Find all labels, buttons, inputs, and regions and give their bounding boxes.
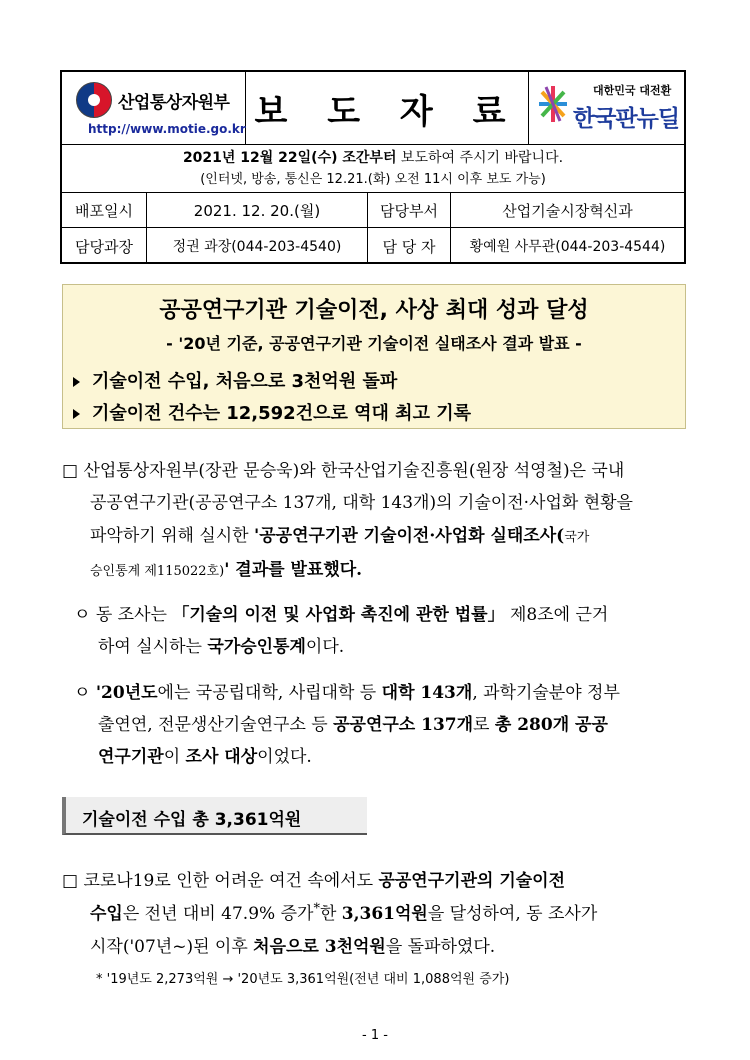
ministry-url[interactable]: http://www.motie.go.kr: [88, 122, 246, 136]
embargo-line: [62, 147, 684, 167]
dept-label: 담당부서: [380, 201, 438, 220]
dept: 산업기술시장혁신과: [502, 201, 633, 220]
page-number: - 1 -: [362, 1028, 388, 1043]
para3-line2: [98, 710, 608, 735]
ministry-logo: [62, 72, 245, 144]
text-run: 처음으로 3천억원: [253, 937, 386, 957]
section-heading-text: 기술이전 수입 총 3,361억원: [82, 810, 302, 830]
text-run: 이: [163, 747, 186, 767]
headline-bullet: [73, 367, 397, 393]
manager-contact: 정권 과장(044-203-4540): [172, 239, 342, 255]
new-deal-star-icon: [537, 84, 569, 124]
text-run: 공공연구기관의 기술이전: [378, 871, 566, 891]
release-date: 2021. 12. 20.(월): [193, 201, 321, 220]
staff-contact: 황예원 사무관(044-203-4544): [469, 239, 666, 255]
text-run: '20년도: [95, 683, 158, 703]
press-release-header: [60, 70, 686, 264]
text-run: 국가승인통계: [207, 637, 306, 657]
headline-box: [62, 284, 686, 429]
text-run: 공공연구소 137개: [333, 715, 474, 735]
para1-line4: [90, 555, 362, 580]
headline-bullet-text: 기술이전 건수는 12,592건으로 역대 최고 기록: [92, 403, 471, 424]
text-run: 국가: [564, 530, 590, 545]
text-run: □ 코로나19로 인한 어려운 여건 속에서도: [62, 871, 379, 891]
text-run: 대학 143개: [381, 683, 473, 703]
law-name: 「기술의 이전 및 사업화 촉진에 관한 법률」: [172, 605, 505, 625]
text-run: 하여 실시하는: [98, 637, 208, 657]
text-run: 을 달성하여, 동 조사가: [427, 904, 598, 924]
footnote: * '19년도 2,273억원 → '20년도 3,361억원(전년 대비 1,088억원 증가): [96, 972, 510, 987]
triangle-bullet-icon: [73, 377, 80, 387]
headline-title: 공공연구기관 기술이전, 사상 최대 성과 달성: [159, 298, 589, 323]
text-run: ' 결과를 발표했다.: [224, 560, 363, 580]
text-run: 에는 국공립대학, 사립대학 등: [157, 683, 382, 703]
staff-label: 담 당 자: [382, 237, 436, 256]
para1-line1: □ 산업통상자원부(장관 문승욱)와 한국산업기술진흥원(원장 석영철)은 국내: [62, 461, 625, 481]
ministry-name: 산업통상자원부: [118, 93, 230, 113]
text-run: ㅇ 동 조사는: [74, 605, 173, 625]
press-title: 보 도 자 료: [254, 91, 520, 132]
headline-subtitle: - '20년 기준, 공공연구기관 기술이전 실태조사 결과 발표 -: [166, 334, 582, 353]
para1-line2: 공공연구기관(공공연구소 137개, 대학 143개)의 기술이전·사업화 현황을: [90, 493, 633, 513]
text-run: , 과학기술분야 정부: [472, 683, 620, 703]
para1-line3: [90, 521, 589, 546]
manager-label: 담당과장: [75, 237, 133, 256]
para4-line3: [90, 932, 495, 957]
para2-line1: [74, 600, 608, 625]
section-heading: [62, 797, 367, 835]
divider: [62, 144, 684, 145]
text-run: 수입: [90, 904, 123, 924]
text-run: 시작('07년~)된 이후: [90, 937, 254, 957]
embargo-text: 보도하여 주시기 바랍니다.: [396, 150, 564, 166]
footnote-mark: *: [313, 901, 320, 917]
survey-name: '공공연구기관 기술이전·사업화 실태조사(: [254, 526, 565, 546]
slogan-small: 대한민국 대전환: [593, 84, 672, 97]
taegeuk-logo-icon: [76, 82, 112, 118]
text-run: 조사 대상: [185, 747, 258, 767]
text-run: 파악하기 위해 실시한: [90, 526, 255, 546]
text-run: 3,361억원: [341, 904, 428, 924]
para3-line1: [74, 678, 620, 703]
text-run: 출연연, 전문생산기술연구소 등: [98, 715, 334, 735]
text-run: 로: [473, 715, 495, 735]
para4-line2: [90, 899, 597, 924]
headline-bullet: [73, 399, 471, 425]
para4-line1: [62, 866, 565, 891]
para3-line3: [98, 742, 312, 767]
triangle-bullet-icon: [73, 409, 80, 419]
text-run: 연구기관: [98, 747, 164, 767]
press-title-cell: [246, 72, 528, 144]
release-date-label: 배포일시: [75, 201, 133, 220]
text-run: 은 전년 대비 47.9% 증가: [122, 904, 314, 924]
text-run: 제8조에 근거: [504, 605, 609, 625]
text-run: 한: [319, 904, 342, 924]
embargo-date: 2021년 12월 22일(수) 조간부터: [182, 150, 397, 166]
text-run: 을 돌파하였다.: [385, 937, 496, 957]
slogan-big: 한국판뉴딜: [573, 106, 680, 132]
text-run: ㅇ: [74, 683, 96, 703]
headline-bullet-text: 기술이전 수입, 처음으로 3천억원 돌파: [92, 371, 398, 392]
new-deal-logo: [529, 72, 684, 144]
para2-line2: [98, 632, 344, 657]
text-run: 승인통계 제115022호): [90, 564, 225, 579]
text-run: 총 280개 공공: [494, 715, 608, 735]
embargo-note: (인터넷, 방송, 통신은 12.21.(화) 오전 11시 이후 보도 가능): [200, 172, 546, 187]
text-run: 이다.: [305, 637, 345, 657]
text-run: 이었다.: [257, 747, 312, 767]
